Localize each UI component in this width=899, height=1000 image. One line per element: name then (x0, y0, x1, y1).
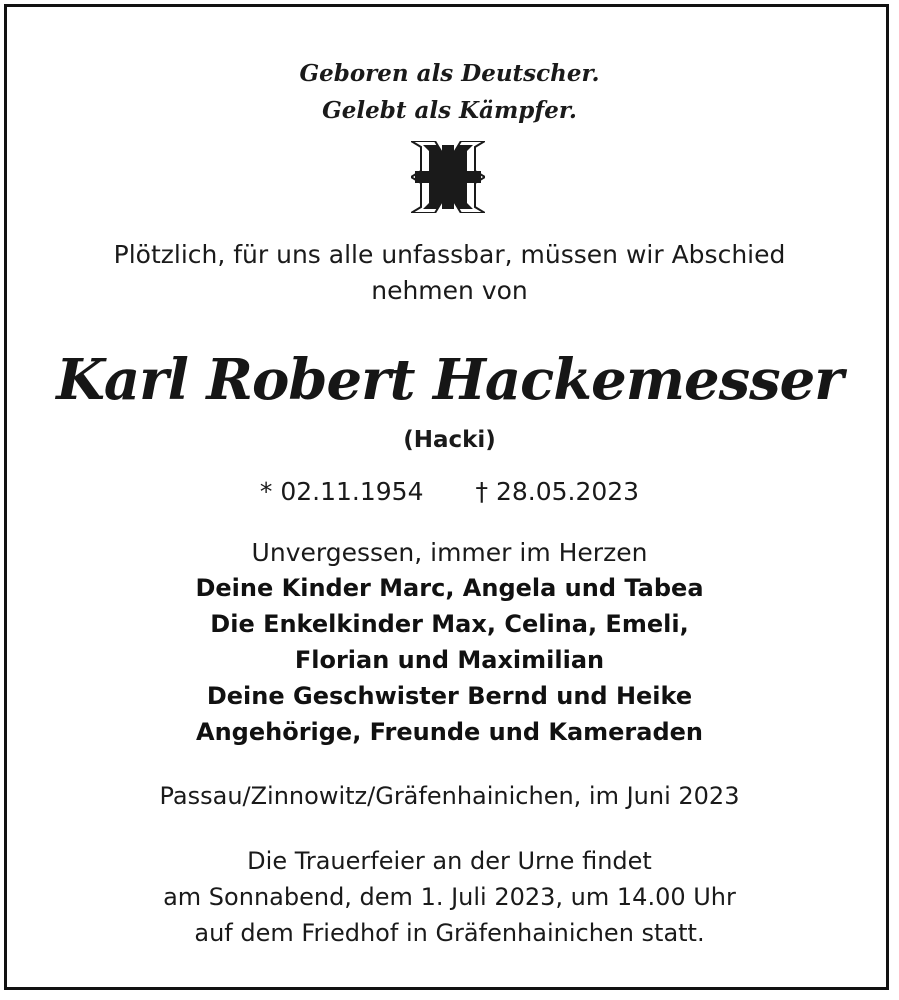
deceased-name: Karl Robert Hackemesser (56, 347, 843, 413)
place-and-date: Passau/Zinnowitz/Gräfenhainichen, im Juni 2023 (159, 782, 740, 810)
ceremony-line: am Sonnabend, dem 1. Juli 2023, um 14.00 Uhr (163, 883, 736, 911)
mourner-line: Die Enkelkinder Max, Celina, Emeli, (210, 610, 689, 638)
iron-cross-icon (411, 141, 485, 213)
ceremony-line: Die Trauerfeier an der Urne findet (247, 847, 652, 875)
motto-line-1: Geboren als Deutscher. (299, 60, 600, 87)
deceased-nickname: (Hacki) (403, 427, 496, 453)
life-dates (0, 474, 899, 510)
intro-line-2: nehmen von (371, 276, 528, 305)
mourners-intro: Unvergessen, immer im Herzen (251, 538, 648, 567)
mourner-line: Florian und Maximilian (294, 646, 605, 674)
mourner-line: Deine Kinder Marc, Angela und Tabea (195, 574, 704, 602)
death-date: † 28.05.2023 (475, 477, 640, 506)
mourners-list (0, 570, 899, 750)
mourner-line: Angehörige, Freunde und Kameraden (196, 718, 703, 746)
intro-line-1: Plötzlich, für uns alle unfassbar, müssen wir Abschied (113, 240, 786, 269)
motto (0, 55, 899, 129)
intro-text (0, 237, 899, 309)
birth-date: * 02.11.1954 (259, 477, 424, 506)
ceremony-line: auf dem Friedhof in Gräfenhainichen statt. (194, 919, 705, 947)
ceremony-info (0, 843, 899, 951)
motto-line-2: Gelebt als Kämpfer. (322, 97, 577, 124)
mourner-line: Deine Geschwister Bernd und Heike (206, 682, 693, 710)
